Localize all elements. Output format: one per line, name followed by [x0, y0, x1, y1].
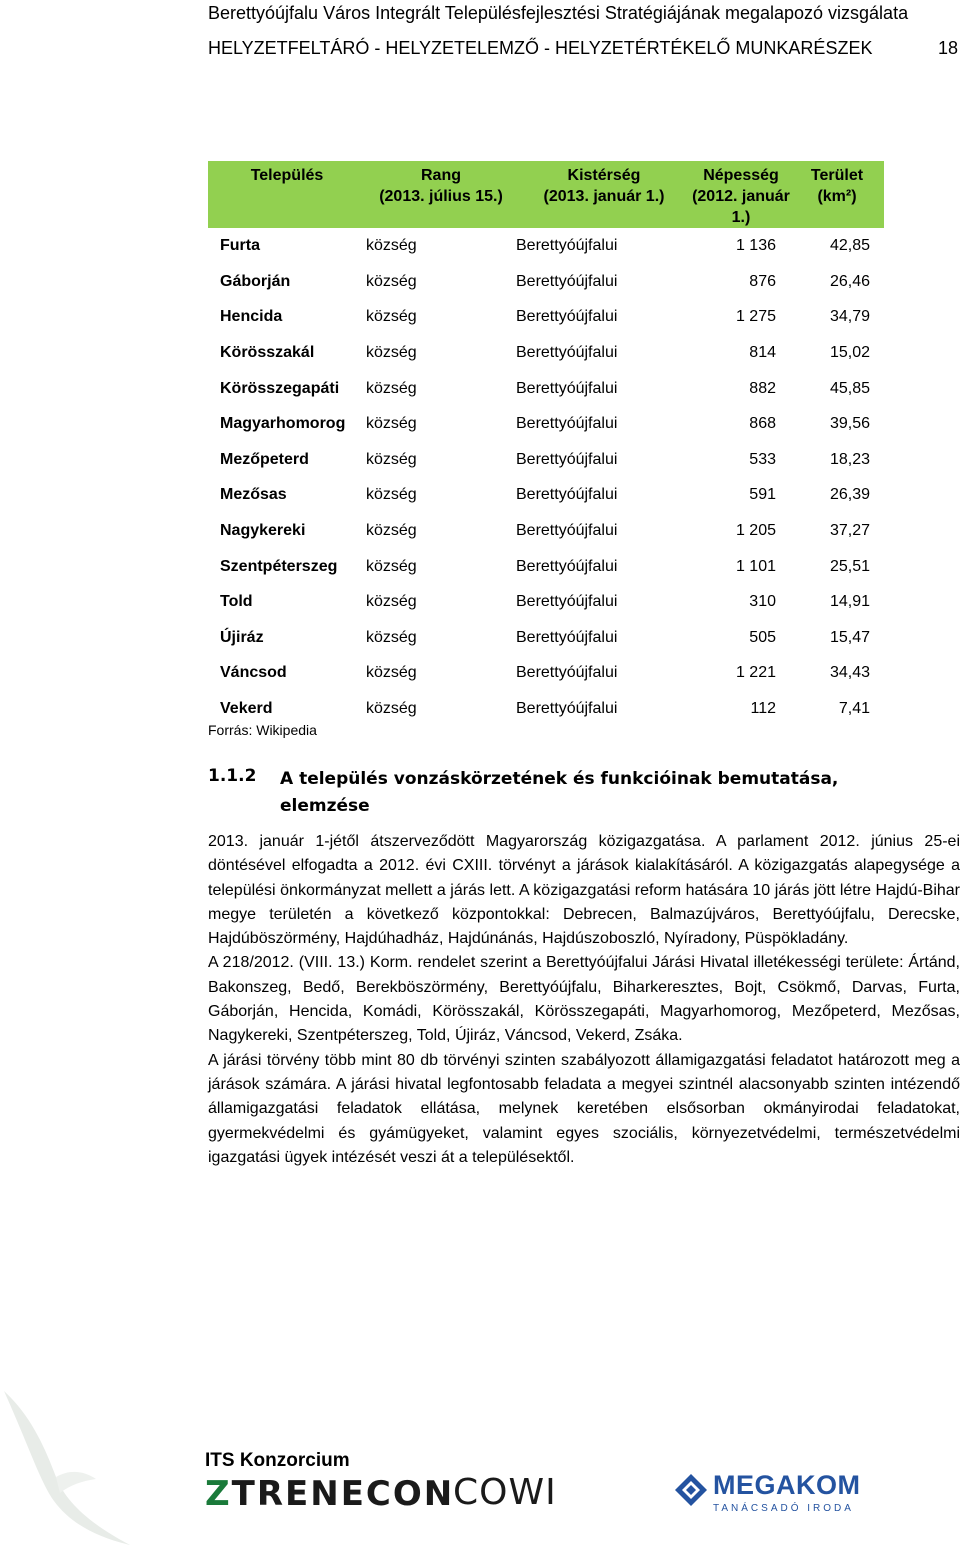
table-row: [208, 656, 884, 692]
cell-area: 14,91: [829, 593, 870, 611]
page-number: 18: [937, 38, 958, 58]
cell-subregion: Berettyóújfalui: [516, 379, 618, 397]
paragraph-1: 2013. január 1-jétől átszerveződött Magyarország közigazgatása. A parlament 2012. június 25-ei döntésével elfogadta a 2012. évi CXIII. törvényt a járások kialakításáról. A közigazgatás alapegysége a települési önkormányzat mellett a járás lett. A közigazgatási reform hatására 10 járás jött létre Hajdú-Bihar megye területén a következő központokkal: Debrecen, Balmazújváros, Berettyóújfalu, Derecske, Hajdúböszörmény, Hajdúhadház, Hajdúnánás, Hajdúszoboszló, Nyíradony, Püspökladány.: [208, 833, 960, 948]
cell-population: 1 221: [735, 664, 776, 682]
megakom-mark-icon: [673, 1472, 709, 1508]
cell-settlement: Körösszakál: [220, 344, 315, 362]
header-population: Népesség (2012. január 1.): [692, 161, 790, 229]
cell-rank: község: [366, 700, 417, 718]
cell-area: 26,46: [829, 272, 870, 290]
cell-rank: község: [366, 379, 417, 397]
table-row: [208, 478, 884, 514]
table-row: [208, 335, 884, 371]
cell-subregion: Berettyóújfalui: [516, 415, 618, 433]
cell-settlement: Körösszegapáti: [220, 379, 340, 397]
body-text: [208, 830, 960, 1170]
section-number: 1.1.2: [208, 766, 257, 786]
table-row: [208, 549, 884, 585]
cell-subregion: Berettyóújfalui: [516, 450, 618, 468]
cell-population: 591: [749, 486, 776, 504]
cell-settlement: Mezőpeterd: [220, 450, 309, 468]
cell-settlement: Vekerd: [220, 700, 273, 718]
header-subregion: Kistérség (2013. január 1.): [516, 161, 692, 229]
cell-population: 1 205: [735, 522, 776, 540]
cell-subregion: Berettyóújfalui: [516, 593, 618, 611]
paragraph-3: A járási törvény több mint 80 db törvényi szinten szabályozott államigazgatási feladatot határozott meg a járások számára. A járási hivatal legfontosabb feladata a megyei szintnél alacsonyabb szinten intézendő államigazgatási feladatok ellátása, melynek keretében elsősorban okmányirodai feladatokat, gyermekvédelmi és gyámügyeket, valamint egyes szociális, környezetvédelmi, természetvédelmi igazgatási ügyek intézését veszi át a településektől.: [208, 1051, 960, 1166]
cell-subregion: Berettyóújfalui: [516, 664, 618, 682]
table-row: [208, 620, 884, 656]
table-row: [208, 584, 884, 620]
cell-population: 533: [749, 450, 776, 468]
cell-area: 18,23: [829, 450, 870, 468]
cell-area: 34,43: [829, 664, 870, 682]
cell-rank: község: [366, 593, 417, 611]
header-area: Terület (km²): [790, 161, 884, 229]
cell-rank: község: [366, 486, 417, 504]
settlements-table: [208, 161, 884, 727]
table-row: [208, 513, 884, 549]
cell-population: 876: [749, 272, 776, 290]
cell-rank: község: [366, 628, 417, 646]
cell-area: 39,56: [829, 415, 870, 433]
cell-subregion: Berettyóújfalui: [516, 237, 618, 255]
cell-subregion: Berettyóújfalui: [516, 308, 618, 326]
consortium-label: ITS Konzorcium: [205, 1450, 350, 1471]
table-row: [208, 300, 884, 336]
header-settlement: Település: [208, 161, 366, 229]
bird-watermark-icon: [0, 1385, 150, 1555]
cell-subregion: Berettyóújfalui: [516, 486, 618, 504]
cell-population: 882: [749, 379, 776, 397]
cell-settlement: Mezősas: [220, 486, 287, 504]
cell-rank: község: [366, 272, 417, 290]
cell-rank: község: [366, 415, 417, 433]
cell-area: 26,39: [829, 486, 870, 504]
cell-area: 42,85: [829, 237, 870, 255]
cell-area: 37,27: [829, 522, 870, 540]
cell-population: 868: [749, 415, 776, 433]
section-label: HELYZETFELTÁRÓ - HELYZETELEMZŐ - HELYZETÉRTÉKELŐ MUNKARÉSZEK: [208, 38, 873, 58]
cell-subregion: Berettyóújfalui: [516, 700, 618, 718]
cell-rank: község: [366, 344, 417, 362]
cell-settlement: Váncsod: [220, 664, 287, 682]
table-row: [208, 264, 884, 300]
cell-settlement: Furta: [220, 237, 260, 255]
cell-population: 310: [749, 593, 776, 611]
cell-subregion: Berettyóújfalui: [516, 628, 618, 646]
cell-settlement: Told: [220, 593, 253, 611]
cell-settlement: Magyarhomorog: [220, 415, 346, 433]
cell-subregion: Berettyóújfalui: [516, 522, 618, 540]
document-section-header: [208, 37, 960, 59]
cell-subregion: Berettyóújfalui: [516, 557, 618, 575]
cell-settlement: Gáborján: [220, 272, 291, 290]
cell-rank: község: [366, 450, 417, 468]
cell-area: 15,47: [829, 628, 870, 646]
cell-rank: község: [366, 664, 417, 682]
table-row: [208, 442, 884, 478]
cowi-logo: COWI: [453, 1472, 557, 1513]
table-header-row: [208, 161, 884, 229]
cell-rank: község: [366, 308, 417, 326]
section-title: A település vonzáskörzetének és funkcióinak bemutatása, elemzése: [280, 769, 839, 816]
cell-area: 7,41: [838, 700, 870, 718]
table-row: [208, 371, 884, 407]
cell-area: 25,51: [829, 557, 870, 575]
cell-area: 15,02: [829, 344, 870, 362]
cell-subregion: Berettyóújfalui: [516, 272, 618, 290]
cell-population: 1 101: [735, 557, 776, 575]
paragraph-2: A 218/2012. (VIII. 13.) Korm. rendelet szerint a Berettyóújfalui Járási Hivatal illetékességi területe: Ártánd, Bakonszeg, Bedő, Berekböszörmény, Berettyóújfalu, Biharkeresztes, Bojt, Csökmő, Darvas, Furta, Gáborján, Hencida, Komádi, Körösszakál, Körösszegapáti, Magyarhomorog, Mezőpeterd, Mezősas, Nagykereki, Szentpéterszeg, Told, Újiráz, Váncsod, Vekerd, Zsáka.: [208, 954, 960, 1045]
cell-rank: község: [366, 522, 417, 540]
cell-settlement: Újiráz: [220, 628, 264, 646]
document-title: Berettyóújfalu Város Integrált Településfejlesztési Stratégiájának megalapozó vizsgálata: [208, 3, 909, 23]
table-source: Forrás: Wikipedia: [208, 722, 317, 738]
cell-rank: község: [366, 237, 417, 255]
header-rank: Rang (2013. július 15.): [366, 161, 516, 229]
cell-area: 34,79: [829, 308, 870, 326]
cell-population: 1 136: [735, 237, 776, 255]
cell-population: 112: [750, 700, 776, 718]
cell-population: 814: [749, 344, 776, 362]
footer-logos: ITS Konzorcium ZTRENECON COWI MEGAKOM TANÁCSADÓ IRODA: [205, 1450, 861, 1514]
table-row: [208, 406, 884, 442]
cell-settlement: Szentpéterszeg: [220, 557, 338, 575]
cell-population: 505: [749, 628, 776, 646]
cell-settlement: Nagykereki: [220, 522, 306, 540]
table-body: [208, 229, 884, 727]
trenecon-logo: ZTRENECON: [205, 1474, 455, 1514]
cell-subregion: Berettyóújfalui: [516, 344, 618, 362]
cell-settlement: Hencida: [220, 308, 283, 326]
cell-rank: község: [366, 557, 417, 575]
cell-population: 1 275: [735, 308, 776, 326]
table-row: [208, 229, 884, 265]
cell-area: 45,85: [829, 379, 870, 397]
